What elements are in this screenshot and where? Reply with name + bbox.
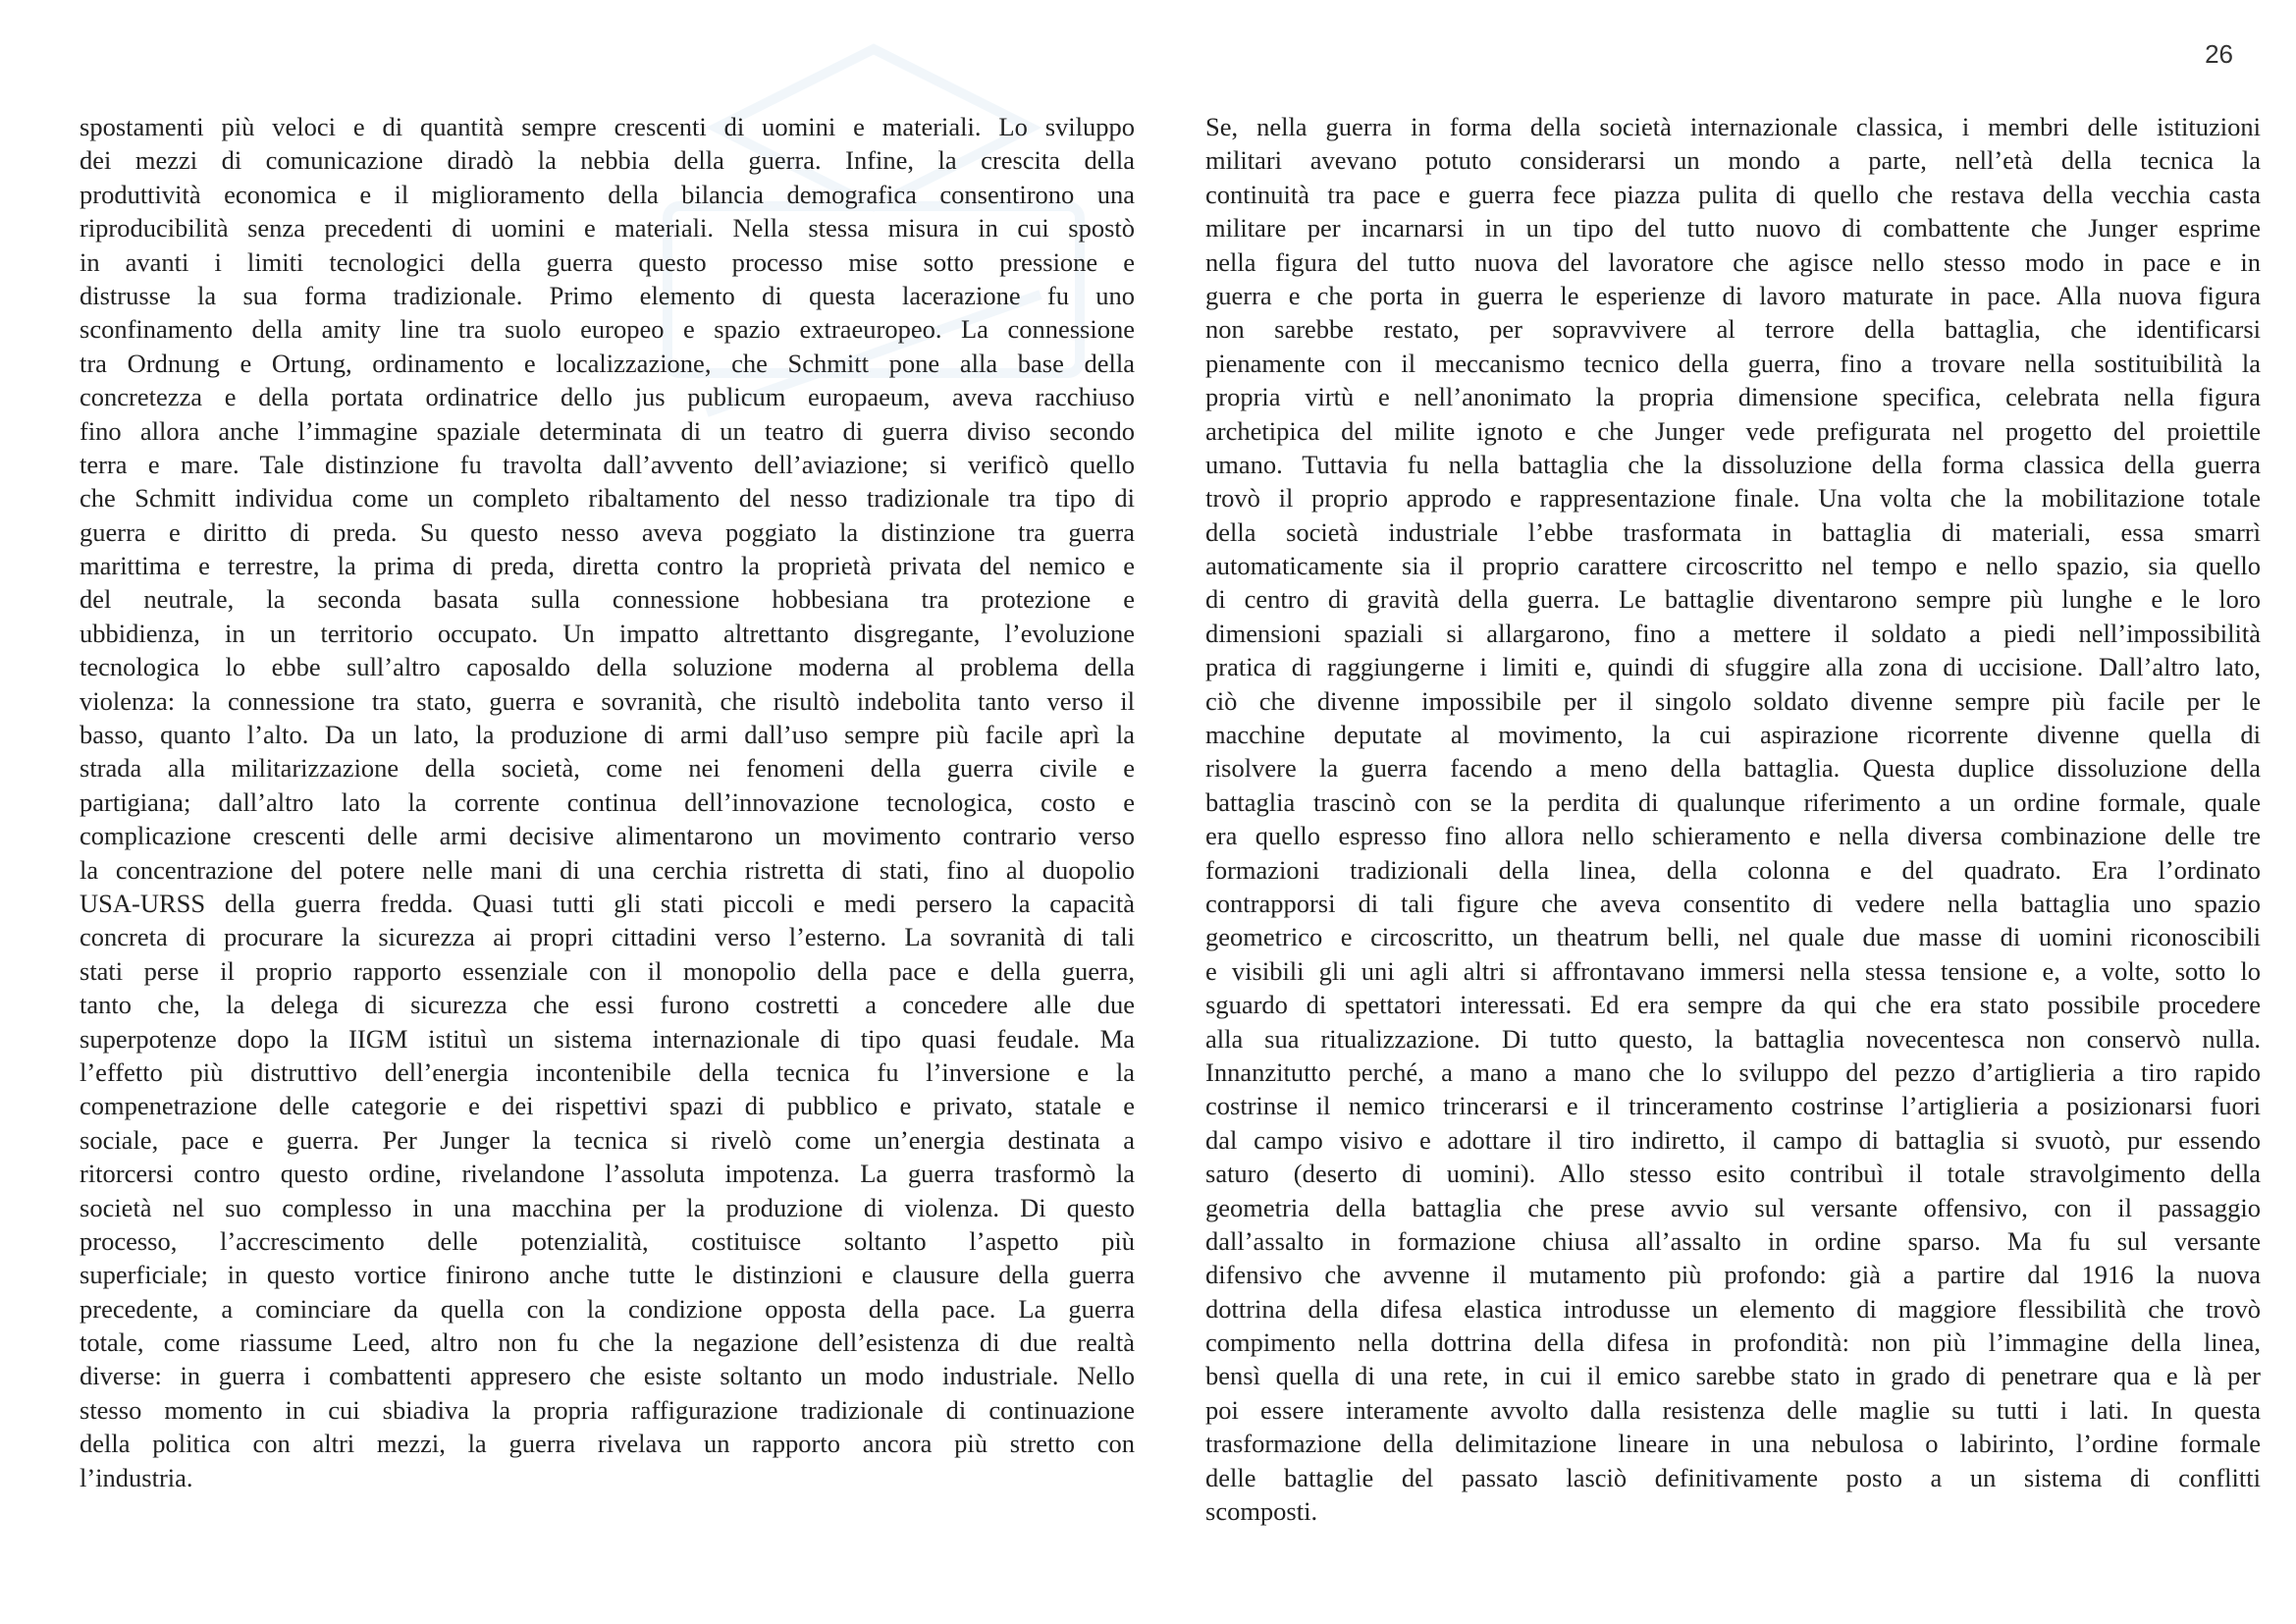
- text-line: era quello espresso fino allora nello schieramento e nella diversa combinazione delle tre: [1205, 821, 2261, 851]
- text-line: dottrina della difesa elastica introdusse un elemento di maggiore flessibilità che trovò: [1205, 1293, 2261, 1324]
- text-line: nella figura del tutto nuova del lavoratore che agisce nello stesso modo in pace e in: [1205, 246, 2261, 277]
- text-line: delle battaglie del passato lasciò definitivamente posto a un sistema di conflitti: [1205, 1462, 2261, 1492]
- text-line: pratica di raggiungerne i limiti e, quindi di sfuggire alla zona di uccisione. Dall’altro lato,: [1205, 652, 2261, 682]
- text-line: in avanti i limiti tecnologici della guerra questo processo mise sotto pressione e: [80, 246, 1135, 277]
- text-line: basso, quanto l’alto. Da un lato, la produzione di armi dall’uso sempre più facile aprì la: [80, 720, 1135, 750]
- text-line: superficiale; in questo vortice finirono anche tutte le distinzioni e clausure della guerra: [80, 1260, 1135, 1290]
- text-line: terra e mare. Tale distinzione fu travolta dall’avvento dell’aviazione; si verificò quello: [80, 449, 1135, 479]
- text-line: strada alla militarizzazione della società, come nei fenomeni della guerra civile e: [80, 753, 1135, 784]
- text-line: poi essere interamente avvolto dalla resistenza delle maglie su tutti i lati. In questa: [1205, 1394, 2261, 1425]
- text-line: non sarebbe restato, per sopravvivere al terrore della battaglia, che identificarsi: [1205, 314, 2261, 345]
- text-line: ubbidienza, in un territorio occupato. Un impatto altrettanto disgregante, l’evoluzione: [80, 618, 1135, 648]
- text-line: macchine deputate al movimento, la cui aspirazione ricorrente divenne quella di: [1205, 720, 2261, 750]
- text-line: della società industriale l’ebbe trasformata in battaglia di materiali, essa smarrì: [1205, 516, 2261, 547]
- text-line: che Schmitt individua come un completo ribaltamento del nesso tradizionale tra tipo di: [80, 483, 1135, 514]
- text-line: compenetrazione delle categorie e dei rispettivi spazi di pubblico e privato, statale e: [80, 1091, 1135, 1121]
- text-line: militari avevano potuto considerarsi un mondo a parte, nell’età della tecnica la: [1205, 145, 2261, 176]
- text-line: concreta di procurare la sicurezza ai propri cittadini verso l’esterno. La sovranità di tali: [80, 922, 1135, 952]
- text-line: della politica con altri mezzi, la guerra rivelava un rapporto ancora più stretto con: [80, 1429, 1135, 1459]
- text-line: battaglia trascinò con se la perdita di qualunque riferimento a un ordine formale, quale: [1205, 786, 2261, 817]
- text-line: marittima e terrestre, la prima di preda, diretta contro la proprietà privata del nemico e: [80, 551, 1135, 581]
- text-line: stati perse il proprio rapporto essenziale con il monopolio della pace e della guerra,: [80, 955, 1135, 986]
- text-line: bensì quella di una rete, in cui il emico sarebbe stato in grado di penetrare qua e là per: [1205, 1361, 2261, 1391]
- text-line: complicazione crescenti delle armi decisive alimentarono un movimento contrario verso: [80, 821, 1135, 851]
- text-line: compimento nella dottrina della difesa in profondità: non più l’immagine della linea,: [1205, 1327, 2261, 1358]
- text-line: di centro di gravità della guerra. Le battaglie diventarono sempre più lunghe e le loro: [1205, 584, 2261, 615]
- text-line: diverse: in guerra i combattenti appresero che esiste soltanto un modo industriale. Nello: [80, 1361, 1135, 1391]
- text-line: archetipica del milite ignoto e che Junger vede prefigurata nel progetto del proiettile: [1205, 415, 2261, 446]
- text-line: dimensioni spaziali si allargarono, fino a mettere il soldato a piedi nell’impossibilità: [1205, 618, 2261, 648]
- text-line: continuità tra pace e guerra fece piazza pulita di quello che restava della vecchia casta: [1205, 179, 2261, 209]
- text-line: difensivo che avvenne il mutamento più profondo: già a partire dal 1916 la nuova: [1205, 1260, 2261, 1290]
- text-line: sconfinamento della amity line tra suolo europeo e spazio extraeuropeo. La connessione: [80, 314, 1135, 345]
- text-line: violenza: la connessione tra stato, guerra e sovranità, che risultò indebolita tanto verso il: [80, 685, 1135, 716]
- text-line: contrapporsi di tali figure che aveva consentito di vedere nella battaglia uno spazio: [1205, 888, 2261, 918]
- text-line: del neutrale, la seconda basata sulla connessione hobbesiana tra protezione e: [80, 584, 1135, 615]
- text-line: pienamente con il meccanismo tecnico della guerra, fino a trovare nella sostituibilità la: [1205, 348, 2261, 378]
- text-line: spostamenti più veloci e di quantità sempre crescenti di uomini e materiali. Lo sviluppo: [80, 112, 1135, 141]
- text-line: ciò che divenne impossibile per il singolo soldato divenne sempre più facile per le: [1205, 685, 2261, 716]
- text-line: guerra e che porta in guerra le esperienze di lavoro maturate in pace. Alla nuova figura: [1205, 280, 2261, 310]
- text-line: distrusse la sua forma tradizionale. Primo elemento di questa lacerazione fu uno: [80, 280, 1135, 310]
- text-line: guerra e diritto di preda. Su questo nesso aveva poggiato la distinzione tra guerra: [80, 516, 1135, 547]
- text-line: stesso momento in cui sbiadiva la propria raffigurazione tradizionale di continuazione: [80, 1394, 1135, 1425]
- text-line: tecnologica lo ebbe sull’altro caposaldo della soluzione moderna al problema della: [80, 652, 1135, 682]
- page-number: 26: [2205, 39, 2233, 69]
- text-line: produttività economica e il miglioramento della bilancia demografica consentirono una: [80, 179, 1135, 209]
- text-line: sociale, pace e guerra. Per Junger la tecnica si rivelò come un’energia destinata a: [80, 1124, 1135, 1155]
- text-line: saturo (deserto di uomini). Allo stesso esito contribuì il totale stravolgimento della: [1205, 1159, 2261, 1189]
- text-line: dei mezzi di comunicazione diradò la nebbia della guerra. Infine, la crescita della: [80, 145, 1135, 176]
- text-line: l’effetto più distruttivo dell’energia incontenibile della tecnica fu l’inversione e la: [80, 1056, 1135, 1087]
- text-line: ritorcersi contro questo ordine, rivelandone l’assoluta impotenza. La guerra trasformò la: [80, 1159, 1135, 1189]
- text-line: sguardo di spettatori interessati. Ed era sempre da qui che era stato possibile procedere: [1205, 990, 2261, 1020]
- text-line: partigiana; dall’altro lato la corrente continua dell’innovazione tecnologica, costo e: [80, 786, 1135, 817]
- text-line: geometria della battaglia che prese avvio sul versante offensivo, con il passaggio: [1205, 1192, 2261, 1222]
- text-column-right: [1205, 110, 2261, 1528]
- text-line: la concentrazione del potere nelle mani di una cerchia ristretta di stati, fino al duopolio: [80, 854, 1135, 885]
- text-line: totale, come riassume Leed, altro non fu che la negazione dell’esistenza di due realtà: [80, 1327, 1135, 1358]
- text-line: automaticamente sia il proprio carattere circoscritto nel tempo e nello spazio, sia quello: [1205, 551, 2261, 581]
- text-line: tra Ordnung e Ortung, ordinamento e localizzazione, che Schmitt pone alla base della: [80, 348, 1135, 378]
- text-line: costrinse il nemico trincerarsi e il trinceramento costrinse l’artiglieria a posizionarsi fuori: [1205, 1091, 2261, 1121]
- text-line: trasformazione della delimitazione lineare in una nebulosa o labirinto, l’ordine formale: [1205, 1429, 2261, 1459]
- text-line: umano. Tuttavia fu nella battaglia che la dissoluzione della forma classica della guerra: [1205, 449, 2261, 479]
- text-line: USA-URSS della guerra fredda. Quasi tutti gli stati piccoli e medi persero la capacità: [80, 888, 1135, 918]
- text-line: alla sua ritualizzazione. Di tutto questo, la battaglia novecentesca non conservò nulla.: [1205, 1023, 2261, 1054]
- text-line: riproducibilità senza precedenti di uomini e materiali. Nella stessa misura in cui spostò: [80, 213, 1135, 244]
- text-line: e visibili gli uni agli altri si affrontavano immersi nella stessa tensione e, a volte, sotto lo: [1205, 955, 2261, 986]
- text-line: società nel suo complesso in una macchina per la produzione di violenza. Di questo: [80, 1192, 1135, 1222]
- text-line: trovò il proprio approdo e rappresentazione finale. Una volta che la mobilitazione totale: [1205, 483, 2261, 514]
- text-line: dall’assalto in formazione chiusa all’assalto in ordine sparso. Ma fu sul versante: [1205, 1225, 2261, 1256]
- text-line: superpotenze dopo la IIGM istituì un sistema internazionale di tipo quasi feudale. Ma: [80, 1023, 1135, 1054]
- text-line: processo, l’accrescimento delle potenzialità, costituisce soltanto l’aspetto più: [80, 1225, 1135, 1256]
- text-line: tanto che, la delega di sicurezza che essi furono costretti a concedere alle due: [80, 990, 1135, 1020]
- text-line: concretezza e della portata ordinatrice dello jus publicum europaeum, aveva racchiuso: [80, 382, 1135, 412]
- text-line: dal campo visivo e adottare il tiro indiretto, il campo di battaglia si svuotò, pur essendo: [1205, 1124, 2261, 1155]
- text-line: Innanzitutto perché, a mano a mano che lo sviluppo del pezzo d’artiglieria a tiro rapido: [1205, 1056, 2261, 1087]
- text-line: l’industria.: [80, 1462, 193, 1492]
- text-line: propria virtù e nell’anonimato la propria dimensione specifica, celebrata nella figura: [1205, 382, 2261, 412]
- text-line: formazioni tradizionali della linea, della colonna e del quadrato. Era l’ordinato: [1205, 854, 2261, 885]
- text-line: militare per incarnarsi in un tipo del tutto nuovo di combattente che Junger esprime: [1205, 213, 2261, 244]
- text-line: fino allora anche l’immagine spaziale determinata di un teatro di guerra diviso secondo: [80, 415, 1135, 446]
- text-line: risolvere la guerra facendo a meno della battaglia. Questa duplice dissoluzione della: [1205, 753, 2261, 784]
- text-line: Se, nella guerra in forma della società internazionale classica, i membri delle istituzioni: [1205, 112, 2261, 141]
- text-line: scomposti.: [1205, 1496, 1318, 1527]
- text-line: geometrico e circoscritto, un theatrum belli, nel quale due masse di uomini riconoscibili: [1205, 922, 2261, 952]
- text-column-left: [80, 110, 1135, 1494]
- text-line: precedente, a cominciare da quella con la condizione opposta della pace. La guerra: [80, 1293, 1135, 1324]
